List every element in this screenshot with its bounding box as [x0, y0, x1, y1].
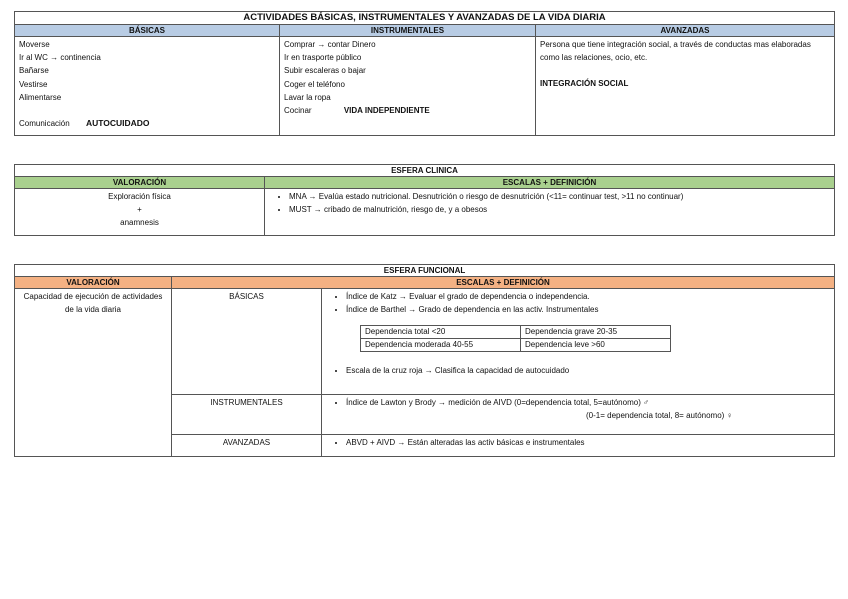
- avanzadas-label: AVANZADAS: [172, 435, 322, 457]
- instrumentales-cell: [280, 37, 536, 136]
- barthel-cell: Dependencia moderada 40-55: [361, 339, 521, 352]
- valoracion-plus: +: [137, 205, 142, 215]
- escala-item-cruz-roja: • Escala de la cruz roja → Clasifica la capacidad de autocuidado: [346, 364, 830, 377]
- esfera-clinica-title: ESFERA CLINICA: [15, 165, 835, 177]
- basicas-item: Vestirse: [19, 79, 48, 89]
- basicas-item: Moverse: [19, 40, 50, 49]
- escalas-cell: [265, 189, 835, 236]
- instrumentales-item: Coger el teléfono: [284, 79, 345, 89]
- basicas-item: Alimentarse: [19, 92, 62, 102]
- valoracion-cell: Capacidad de ejecución de actividades de la vida diaria: [15, 289, 172, 457]
- header-basicas: BÁSICAS: [15, 25, 280, 37]
- barthel-cell: Dependencia total <20: [361, 326, 521, 339]
- escala-item-mna: • MNA → Evalúa estado nutricional. Desnutrición o riesgo de desnutrición (<11= continuar test, >11 no continuar): [289, 190, 830, 203]
- header-valoracion: VALORACIÓN: [15, 177, 265, 189]
- instrumentales-item: Subir escaleras o bajar: [284, 66, 366, 76]
- instrumentales-item: Ir en trasporte público: [284, 53, 362, 63]
- header-escalas: ESCALAS + DEFINICIÓN: [265, 177, 835, 189]
- instrumentales-item: Lavar la ropa: [284, 92, 331, 102]
- avanzadas-escalas-cell: [322, 435, 835, 457]
- basicas-item: Bañarse: [19, 66, 49, 76]
- esfera-funcional-table: [14, 264, 835, 457]
- escala-item-barthel: • Índice de Barthel → Grado de dependencia en las activ. Instrumentales: [346, 303, 830, 316]
- header-avanzadas: AVANZADAS: [536, 25, 835, 37]
- integracion-social-label: INTEGRACIÓN SOCIAL: [540, 79, 629, 89]
- escala-item-katz: • Índice de Katz → Evaluar el grado de dependencia o independencia.: [346, 290, 830, 303]
- escala-item-lawton: • Índice de Lawton y Brody → medición de AIVD (0=dependencia total, 5=autónomo) ♂: [346, 396, 830, 409]
- escala-item-abvd-aivd: • ABVD + AIVD → Están alteradas las activ básicas e instrumentales: [346, 436, 830, 449]
- valoracion-line: anamnesis: [120, 218, 159, 228]
- header-instrumentales: INSTRUMENTALES: [280, 25, 536, 37]
- esfera-funcional-title: ESFERA FUNCIONAL: [15, 265, 835, 277]
- avanzadas-text: Persona que tiene integración social, a través de conductas mas elaboradas como las relaciones, ocio, etc.: [540, 40, 811, 63]
- instrumentales-escalas-cell: [322, 395, 835, 435]
- instrumentales-item: Comprar → contar Dinero: [284, 40, 376, 49]
- basicas-label: BÁSICAS: [172, 289, 322, 395]
- barthel-table: [360, 325, 671, 352]
- instrumentales-label: INSTRUMENTALES: [172, 395, 322, 435]
- autocuidado-label: AUTOCUIDADO: [85, 118, 150, 129]
- header-valoracion: VALORACIÓN: [15, 277, 172, 289]
- header-escalas: ESCALAS + DEFINICIÓN: [172, 277, 835, 289]
- escala-item-must: • MUST → cribado de malnutrición, riesgo de, y a obesos: [289, 203, 830, 216]
- valoracion-cell: [15, 189, 265, 236]
- basicas-item: Ir al WC → continencia: [19, 53, 101, 63]
- vida-independiente-label: VIDA INDEPENDIENTE: [343, 106, 430, 116]
- esfera-clinica-table: [14, 164, 835, 236]
- comunicacion-label: Comunicación: [19, 119, 70, 129]
- barthel-cell: Dependencia leve >60: [521, 339, 671, 352]
- valoracion-line: Exploración física: [108, 192, 171, 201]
- actividades-table: [14, 11, 835, 136]
- avanzadas-cell: [536, 37, 835, 136]
- basicas-escalas-cell: [322, 289, 835, 395]
- cocinar-label: Cocinar: [284, 106, 312, 116]
- actividades-title: ACTIVIDADES BÁSICAS, INSTRUMENTALES Y AVANZADAS DE LA VIDA DIARIA: [15, 12, 835, 25]
- barthel-cell: Dependencia grave 20-35: [521, 326, 671, 339]
- basicas-cell: [15, 37, 280, 136]
- lawton-female-line: (0-1= dependencia total, 8= autónomo) ♀: [586, 411, 733, 421]
